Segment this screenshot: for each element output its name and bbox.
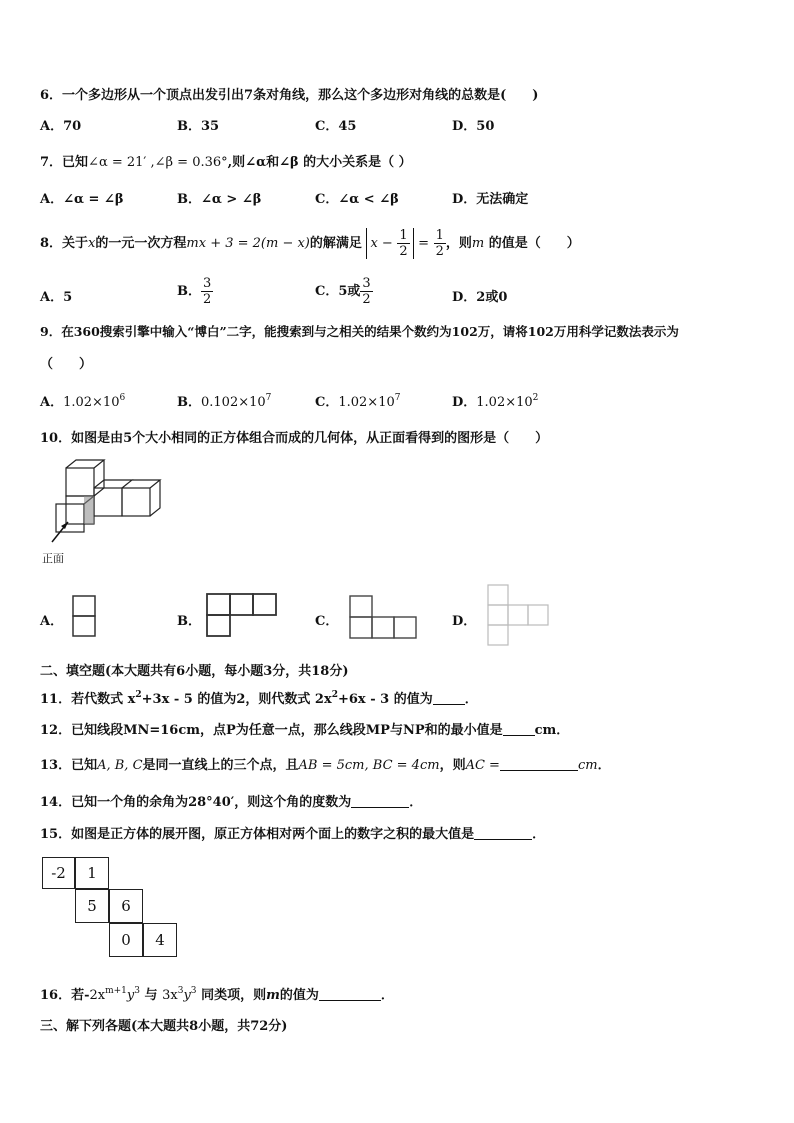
net-cell (143, 923, 177, 957)
question-16 (40, 984, 394, 1003)
absolute-value-expression (366, 228, 413, 259)
q7-option-c[interactable]: C．∠α < ∠β (315, 192, 399, 207)
question-15 (40, 823, 545, 842)
question-7-expression: ∠α = 21′ ,∠β = 0.36° (88, 155, 228, 170)
q13-ac: AC = (465, 758, 500, 773)
q13-middle-2: ，则 (439, 758, 466, 773)
net-cell (109, 923, 143, 957)
term2-y-exponent: 3 (190, 986, 197, 996)
question-8-suffix: 的值是（ ） (488, 236, 580, 251)
label: C． (315, 395, 339, 410)
base: 1.02×10 (63, 395, 120, 410)
square (230, 594, 253, 615)
exponent: 7 (265, 393, 272, 403)
q10-option-a-figure[interactable] (72, 595, 98, 639)
square (528, 605, 548, 625)
q14-answer-blank[interactable] (351, 794, 409, 808)
q8-option-c-fraction (360, 276, 372, 307)
net-cell (42, 857, 75, 889)
net-number: 0 (121, 931, 131, 949)
abs-fraction (397, 228, 409, 259)
equals-sign: = (418, 236, 430, 251)
square (350, 596, 372, 617)
q8-option-b-label: B． (177, 284, 201, 299)
q15-end: ． (532, 827, 546, 842)
q14-end: ． (409, 795, 423, 810)
q16-answer-blank[interactable] (319, 987, 381, 1001)
rhs-fraction (434, 228, 446, 259)
q16-prefix: 16．若- (40, 988, 90, 1003)
exponent: 6 (119, 393, 126, 403)
square (508, 605, 528, 625)
q10-option-b-label[interactable]: B． (177, 614, 201, 629)
square (488, 585, 508, 605)
cube-top-edge (66, 460, 104, 468)
q10-option-a-label[interactable]: A． (40, 614, 64, 629)
section-3-heading: 三、解下列各题(本大题共8小题，共72分) (40, 1019, 288, 1034)
q14-text: 14．已知一个角的余角为28°40′，则这个角的度数为 (40, 795, 352, 810)
square (207, 615, 230, 636)
question-10: 10．如图是由5个大小相同的正方体组合而成的几何体，从正面看得到的图形是（ ） (40, 431, 549, 446)
base: 1.02×10 (476, 395, 533, 410)
abs-left: x − (370, 236, 393, 251)
q12-text: 12．已知线段MN=16cm，点P为任意一点，那么线段MP与NP和的最小值是 (40, 723, 503, 738)
q15-text: 15．如图是正方体的展开图，原正方体相对两个面上的数字之积的最大值是 (40, 827, 475, 842)
net-number: 6 (121, 897, 131, 915)
term1-y: y (126, 988, 135, 1003)
square (207, 594, 230, 615)
term1-coef: 2x (89, 988, 106, 1003)
square (73, 616, 95, 636)
q11-exponent-2: 2 (331, 690, 338, 700)
q8-option-b[interactable] (177, 276, 213, 307)
question-7 (40, 151, 412, 170)
question-6 (40, 84, 538, 103)
q11-suffix: +6x - 3 的值为 (337, 692, 433, 707)
q6-option-b[interactable]: B．35 (177, 119, 220, 134)
exponent: 7 (394, 393, 401, 403)
net-number: 1 (87, 864, 97, 882)
q10-option-c-label[interactable]: C． (315, 614, 339, 629)
question-8-text-1: 的一元一次方程 (95, 236, 187, 251)
question-9-line-1: 9．在360搜索引擎中输入“博白”二字，能搜索到与之相关的结果个数约为102万，请将102万用科学记数法表示为 (40, 324, 679, 339)
term2-coef: 3x (162, 988, 178, 1003)
q13-answer-blank[interactable] (500, 757, 578, 771)
cube-top-edge (132, 480, 160, 488)
net-cell (75, 889, 109, 923)
q13-middle: 是同一直线上的三个点，且 (142, 758, 299, 773)
q11-exponent-1: 2 (135, 690, 142, 700)
var-m: m (471, 236, 485, 251)
q8-option-d[interactable]: D．2或0 (452, 290, 508, 305)
q10-option-b-figure[interactable] (205, 592, 279, 640)
numerator: 3 (203, 276, 212, 291)
term1-exponent: m+1 (105, 986, 127, 996)
square (488, 605, 508, 625)
question-8-prefix: 8．关于 (40, 236, 89, 251)
q16-end: ． (380, 988, 394, 1003)
q10-option-d-figure[interactable] (484, 583, 556, 653)
base: 0.102×10 (201, 395, 266, 410)
question-11: 11．若代数式 $x^2+3x - 5$ 的值为2，则代数式 $2x^2+6x - 3$ 的值为 ． (40, 690, 478, 707)
cube-shadow (84, 496, 94, 524)
q10-option-d-label[interactable]: D． (452, 614, 477, 629)
q11-answer-blank[interactable] (433, 691, 465, 705)
numerator: 3 (362, 276, 371, 291)
denominator: 2 (203, 292, 212, 307)
cube-side-edge (94, 460, 104, 496)
cube-net (42, 857, 182, 957)
q8-option-c-label: C．5或 (315, 284, 361, 299)
q9-option-d[interactable] (452, 391, 538, 410)
q16-middle-2: 同类项，则 (201, 988, 267, 1003)
label: B． (177, 395, 201, 410)
q11-middle: +3x - 5 的值为2，则代数式 2x (141, 692, 332, 707)
question-7-prefix: 7．已知 (40, 155, 89, 170)
net-number: -2 (51, 864, 66, 882)
square (350, 617, 372, 638)
front-label: 正面 (42, 553, 64, 565)
cube-face (66, 468, 94, 496)
cube-side-edge (150, 480, 160, 516)
question-12 (40, 719, 569, 738)
q9-option-b[interactable] (177, 391, 271, 410)
question-8 (40, 228, 580, 259)
q10-option-c-figure[interactable] (348, 594, 418, 640)
question-7-suffix: ,则∠α和∠β 的大小关系是（ ） (227, 155, 412, 170)
square (253, 594, 276, 615)
denominator: 2 (362, 292, 371, 307)
square (488, 625, 508, 645)
exponent: 2 (532, 393, 539, 403)
cube-face (122, 488, 150, 516)
q16-middle: 与 (144, 988, 158, 1003)
rhs-numerator: 1 (435, 228, 444, 243)
term2-exponent: 3 (177, 986, 184, 996)
term2-y: y (183, 988, 191, 1003)
q8-option-c[interactable] (315, 276, 373, 307)
fraction-numerator: 1 (399, 228, 408, 243)
net-number: 5 (87, 897, 97, 915)
q8-option-a[interactable]: A．5 (40, 290, 73, 305)
q13-unit: cm (577, 758, 598, 773)
q13-prefix: 13．已知 (40, 758, 98, 773)
term1-y-exponent: 3 (134, 986, 141, 996)
cube-top-edge (94, 480, 132, 488)
var-x: x (88, 236, 96, 251)
q7-option-d[interactable]: D．无法确定 (452, 192, 529, 207)
square (372, 617, 394, 638)
net-cell (109, 889, 143, 923)
rhs-denominator: 2 (435, 244, 444, 259)
q16-suffix: 的值为 (279, 988, 319, 1003)
label: D． (452, 395, 477, 410)
fraction-denominator: 2 (399, 244, 408, 259)
var-m: m (266, 988, 280, 1003)
q11-prefix: 11．若代数式 x (40, 692, 136, 707)
q13-points: A, B, C (97, 758, 143, 773)
equation: mx + 3 = 2(m − x) (186, 236, 310, 251)
label: A． (40, 395, 64, 410)
q13-condition: AB = 5cm, BC = 4cm (298, 758, 440, 773)
front-arrow-head (61, 522, 68, 529)
q9-option-a[interactable] (40, 391, 125, 410)
q6-option-c[interactable]: C．45 (315, 119, 357, 134)
square (73, 596, 95, 616)
question-8-text-2: 的解满足 (309, 236, 362, 251)
section-2-heading: 二、填空题(本大题共有6小题，每小题3分，共18分) (40, 664, 349, 679)
question-9-line-2: （ ） (40, 357, 93, 372)
net-cell (75, 857, 109, 889)
question-14 (40, 791, 422, 810)
q9-option-c[interactable] (315, 391, 400, 410)
question-8-text-3: ，则 (445, 236, 472, 251)
cube-face (56, 504, 84, 532)
base: 1.02×10 (338, 395, 395, 410)
question-6-text: 6．一个多边形从一个顶点出发引出7条对角线，那么这个多边形对角线的总数是( ) (40, 88, 539, 103)
q15-answer-blank[interactable] (474, 826, 532, 840)
q13-end: ． (597, 758, 611, 773)
net-number: 4 (155, 931, 165, 949)
q8-option-b-fraction (201, 276, 213, 307)
square (394, 617, 416, 638)
q6-option-d[interactable]: D．50 (452, 119, 495, 134)
q7-option-b[interactable]: B．∠α > ∠β (177, 192, 262, 207)
question-13 (40, 754, 611, 773)
q6-option-a[interactable]: A．70 (40, 119, 82, 134)
q12-answer-blank[interactable] (503, 722, 535, 736)
q12-unit: cm． (534, 723, 570, 738)
q7-option-a[interactable]: A．∠α = ∠β (40, 192, 124, 207)
